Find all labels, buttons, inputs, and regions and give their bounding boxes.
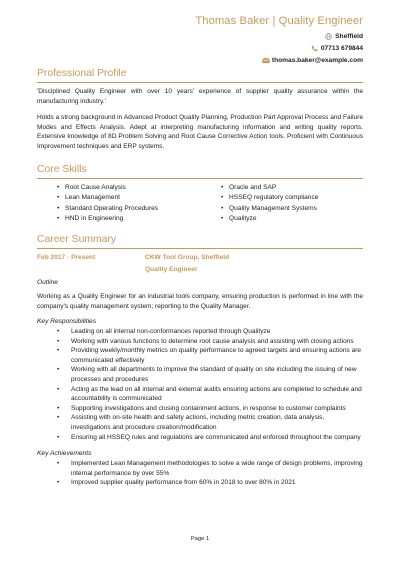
- job-company: CKW Tool Group, Sheffield: [145, 254, 230, 261]
- outline-label: Outline: [37, 279, 58, 286]
- profile-summary: Holds a strong background in Advanced Product Quality Planning, Production Part Approval Process and Failure Modes and Effects Analysis. Adept at interpreting manufacturing information and writing quality reports. Extensive knowledge of 8D Problem Solving and Root Cause Corrective Action tools. Proficient with Continuous Improvement techniques and ERP systems.: [37, 114, 363, 150]
- job-title: Quality Engineer: [145, 266, 198, 273]
- skill-item: • HND in Engineering: [57, 214, 158, 224]
- cv-header-title: Thomas Baker | Quality Engineer: [195, 15, 363, 27]
- responsibilities-label: Key Responsibilities: [37, 318, 97, 325]
- list-item: • Leading on all internal non-conformances reported through Qualityze: [57, 327, 363, 337]
- list-item: • Assisting with on-site health and safety actions, including metric creation, data analysis, investigations and procedure creation/modification: [57, 413, 363, 432]
- achievements-label: Key Achievements: [37, 450, 92, 457]
- contact-phone: [311, 45, 363, 52]
- envelope-icon: [262, 57, 270, 64]
- skills-column-right: [221, 183, 318, 225]
- globe-icon: [325, 33, 333, 40]
- responsibilities-list: [57, 327, 363, 442]
- section-divider: [37, 82, 363, 83]
- profile-quote: 'Disciplined Quality Engineer with over 10 years' experience of supplier quality assurance within the manufacturing industry.': [37, 88, 363, 105]
- list-item: • Implemented Lean Management methodologies to solve a wide range of design problems, improving internal performance by over 55%: [57, 459, 363, 478]
- section-divider: [37, 248, 363, 249]
- skill-item: • Oracle and SAP: [221, 183, 318, 193]
- skill-item: • Standard Operating Procedures: [57, 204, 158, 214]
- phone-icon: [311, 45, 319, 52]
- contact-email: [262, 57, 363, 64]
- skills-column-left: [57, 183, 158, 225]
- list-item: • Working with various functions to determine root cause analysis and assisting with closing actions: [57, 337, 363, 347]
- job-outline: Working as a Quality Engineer for an industrial tools company, ensuring production is performed in line with the company's quality management system; reporting to the Quality Manager.: [37, 293, 363, 310]
- list-item: • Providing weekly/monthly metrics on quality performance to agreed targets and ensuring actions are communicated effectively: [57, 346, 363, 365]
- section-divider: [37, 178, 363, 179]
- contact-location: [325, 33, 363, 40]
- list-item: • Working with all departments to improve the standard of quality on site including the issuing of new processes and procedures: [57, 365, 363, 384]
- skill-item: • Quality Management Systems: [221, 204, 318, 214]
- skill-item: • Root Cause Analysis: [57, 183, 158, 193]
- skill-item: • Lean Management: [57, 193, 158, 203]
- list-item: • Acting as the lead on all internal and external audits ensuring actions are completed to schedule and accountability is communicated: [57, 385, 363, 404]
- section-heading-profile: Professional Profile: [37, 68, 127, 79]
- location-text: Sheffield: [335, 33, 363, 40]
- skill-item: • HSSEQ regulatory compliance: [221, 193, 318, 203]
- section-heading-skills: Core Skills: [37, 164, 87, 175]
- job-dates: Feb 2017 - Present: [37, 254, 96, 261]
- achievements-list: [57, 459, 363, 488]
- list-item: • Supporting investigations and closing containment actions, in response to customer complaints: [57, 404, 363, 414]
- phone-text: 07713 679844: [320, 45, 363, 52]
- skill-item: • Qualityze: [221, 214, 318, 224]
- list-item: • Improved supplier quality performance from 60% in 2018 to over 80% in 2021: [57, 478, 363, 488]
- email-link[interactable]: thomas.baker@example.com: [271, 57, 363, 64]
- section-heading-career: Career Summary: [37, 234, 117, 245]
- list-item: • Ensuring all HSSEQ rules and regulations are communicated and enforced throughout the company: [57, 433, 363, 443]
- page-number: Page 1: [190, 536, 210, 542]
